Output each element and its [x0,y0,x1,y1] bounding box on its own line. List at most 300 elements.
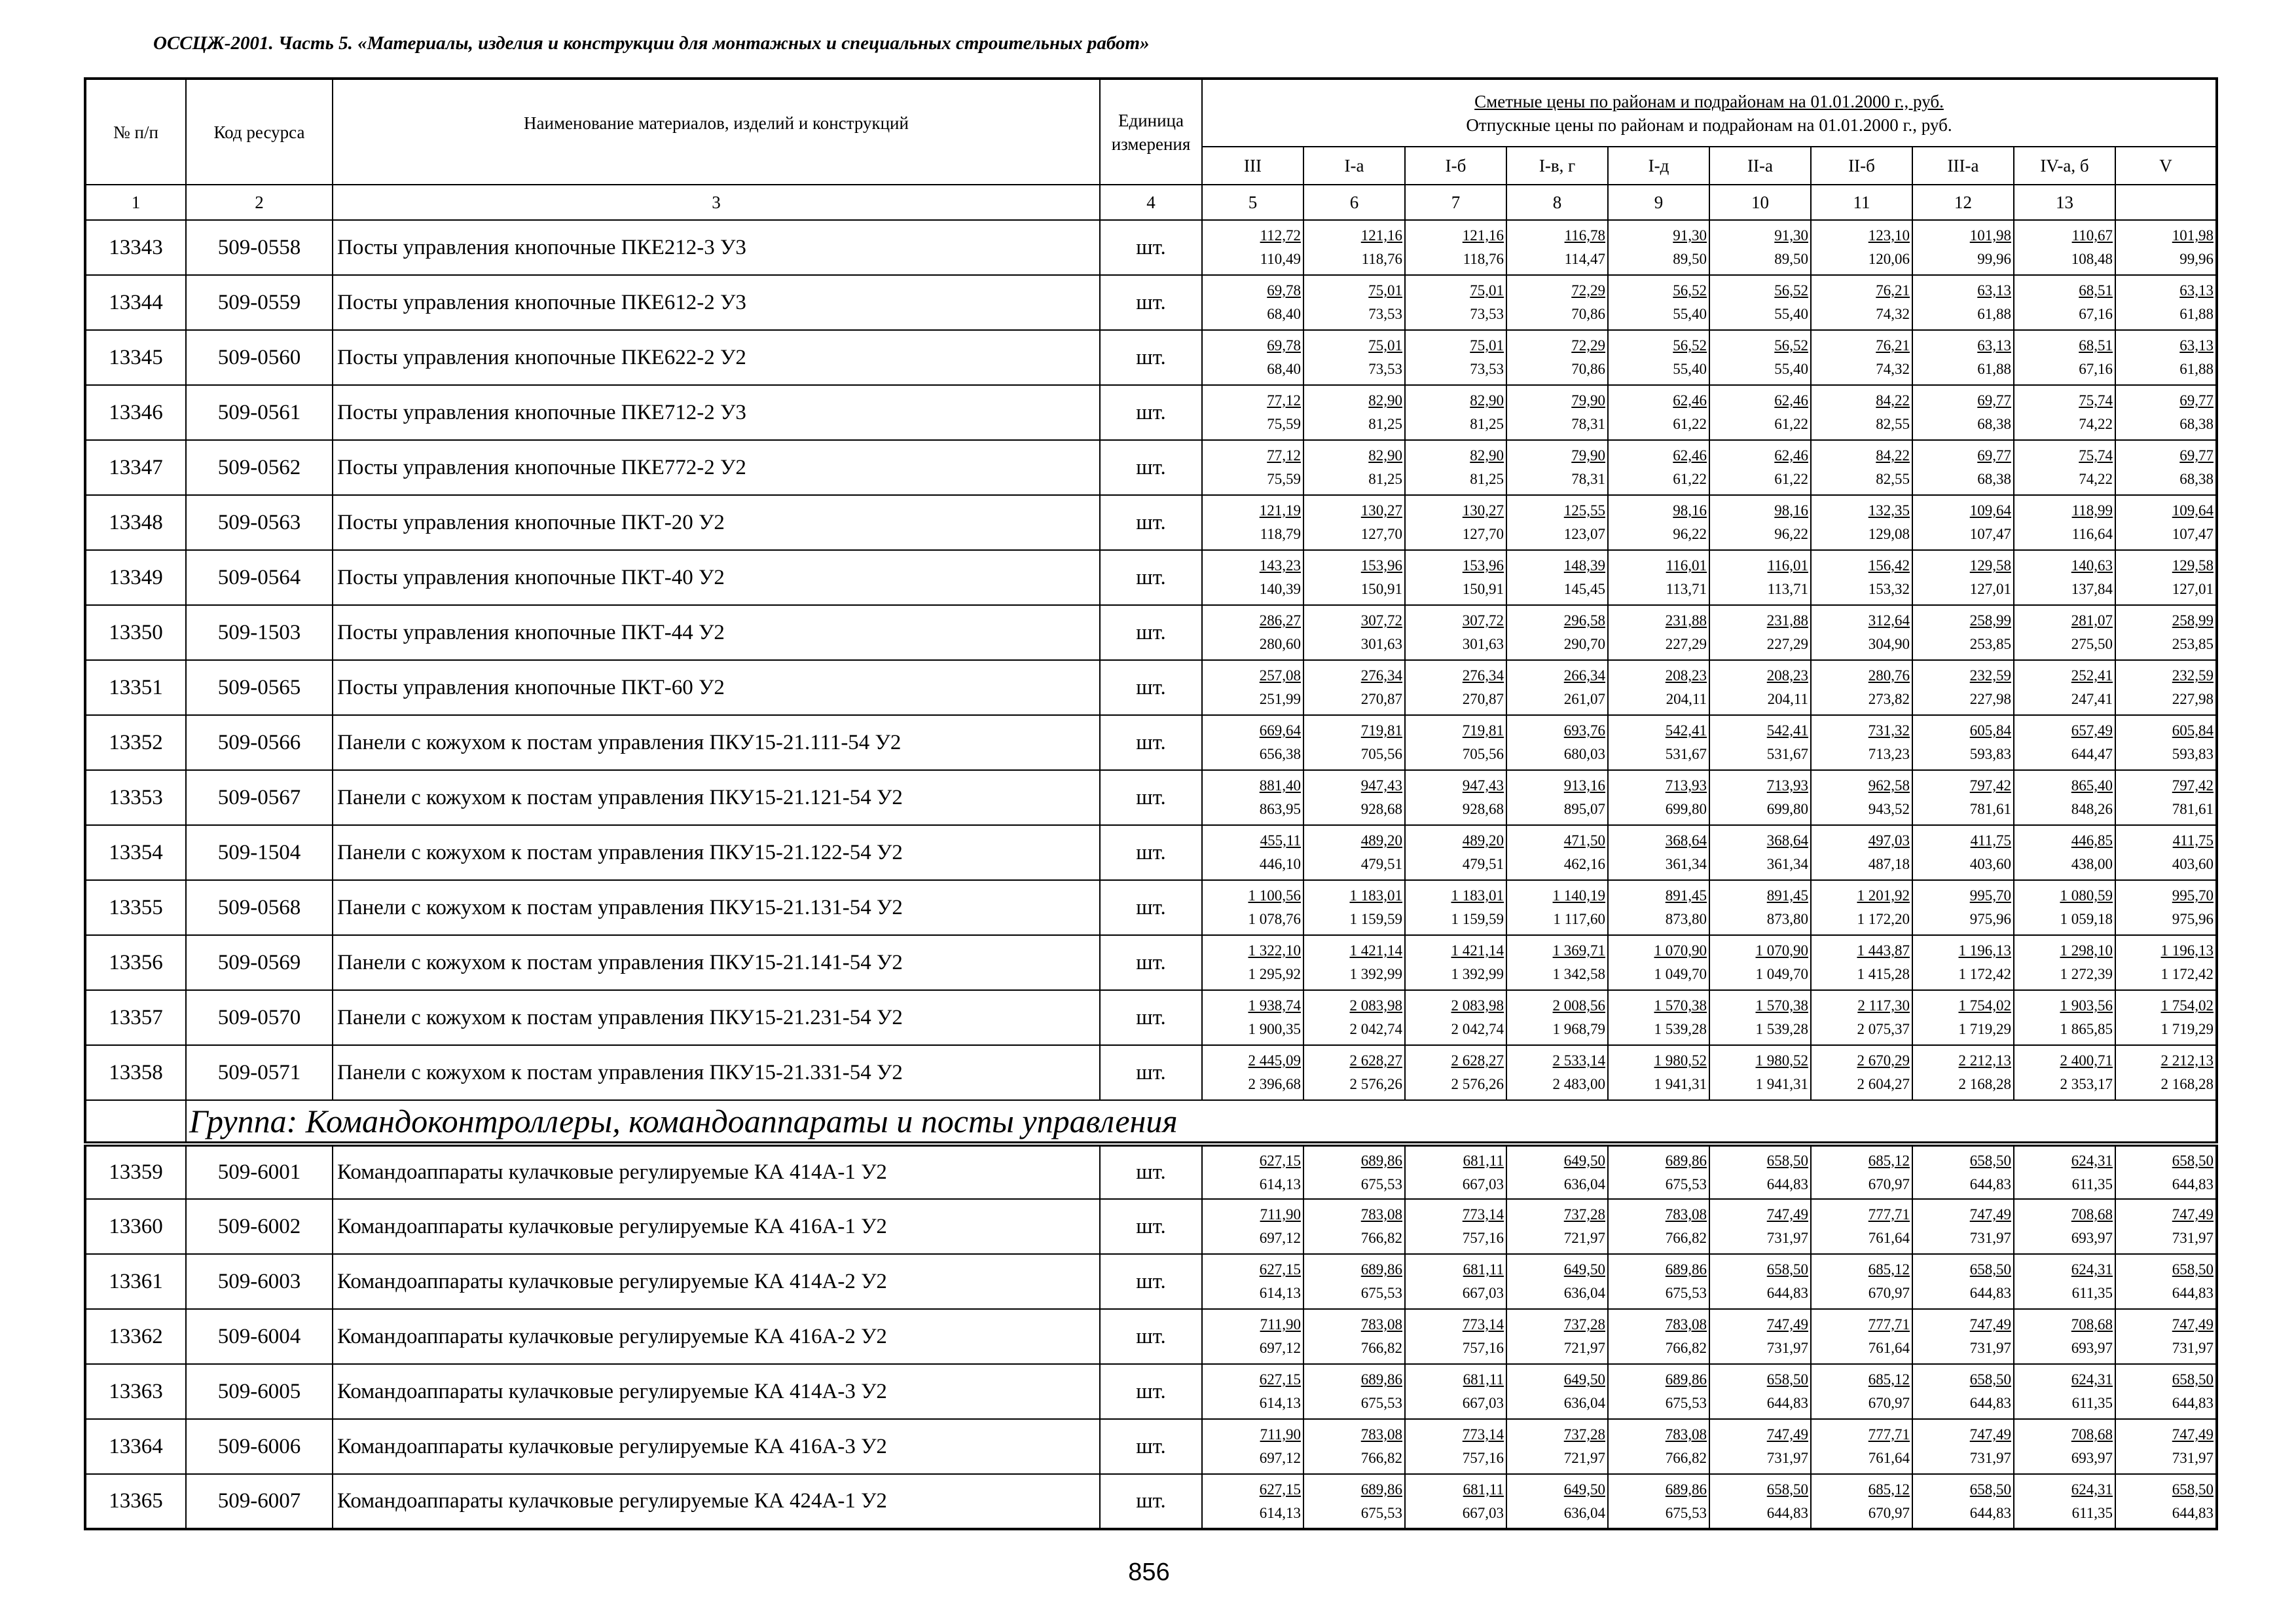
price-cell [1709,1254,1811,1309]
price-cell [1202,385,1303,440]
release-price: 644,83 [2172,1504,2214,1521]
estimated-price: 2 008,56 [1552,997,1605,1014]
estimated-price: 747,49 [1766,1316,1808,1333]
column-number: 7 [1405,185,1506,220]
price-cell [1811,1254,1912,1309]
release-price: 73,53 [1470,361,1504,377]
price-cell [1202,825,1303,880]
row-number: 13365 [85,1474,186,1529]
estimated-price: 446,85 [2071,832,2113,849]
estimated-price: 1 070,90 [1755,942,1808,959]
release-price: 1 159,59 [1349,911,1402,927]
release-price: 107,47 [1969,526,2011,542]
estimated-price: 783,08 [1360,1316,1402,1333]
estimated-price: 132,35 [1868,502,1910,519]
estimated-price: 658,50 [1766,1261,1808,1278]
release-price: 301,63 [1462,636,1504,652]
release-price: 108,48 [2071,251,2113,267]
release-price: 113,71 [1666,581,1707,597]
price-cell [1405,1474,1506,1529]
estimated-price: 258,99 [2172,612,2214,629]
release-price: 81,25 [1470,471,1504,487]
table-row [85,385,2217,440]
price-cell [1303,715,1405,770]
estimated-price: 605,84 [1969,722,2011,739]
price-cell [1202,440,1303,495]
price-cell [1912,330,2014,385]
price-cell [1303,495,1405,550]
estimated-price: 865,40 [2071,777,2113,794]
price-cell [2014,1144,2115,1199]
estimated-price: 75,01 [1368,337,1402,354]
estimated-price: 276,34 [1360,667,1402,684]
release-price: 270,87 [1360,691,1402,707]
release-price: 290,70 [1563,636,1605,652]
release-price: 699,80 [1766,801,1808,817]
estimated-price: 658,50 [1969,1371,2011,1388]
release-price: 873,80 [1665,911,1707,927]
price-cell [1811,1364,1912,1419]
release-price: 301,63 [1360,636,1402,652]
estimated-price: 280,76 [1868,667,1910,684]
table-row [85,660,2217,715]
price-cell [1405,660,1506,715]
unit: шт. [1100,1144,1202,1199]
estimated-price: 69,78 [1267,282,1301,299]
estimated-price: 2 083,98 [1451,997,1504,1014]
price-cell [1202,1309,1303,1364]
release-price: 61,88 [1977,361,2011,377]
estimated-price: 1 754,02 [1958,997,2011,1014]
unit: шт. [1100,880,1202,935]
release-price: 928,68 [1360,801,1402,817]
resource-code: 509-1503 [186,605,333,660]
resource-code: 509-6001 [186,1144,333,1199]
price-cell [2014,495,2115,550]
price-cell [1608,330,1709,385]
row-number: 13363 [85,1364,186,1419]
release-price: 863,95 [1259,801,1301,817]
price-cell [1303,770,1405,825]
price-cell [1506,1045,1608,1100]
price-cell [2014,440,2115,495]
estimated-price: 658,50 [1766,1481,1808,1498]
price-cell [2014,275,2115,330]
estimated-price: 658,50 [2172,1261,2214,1278]
estimated-price: 624,31 [2071,1152,2113,1169]
unit: шт. [1100,660,1202,715]
release-price: 693,97 [2071,1230,2113,1246]
release-price: 699,80 [1665,801,1707,817]
release-price: 96,22 [1673,526,1707,542]
release-price: 1 415,28 [1857,966,1910,982]
release-price: 1 392,99 [1451,966,1504,982]
table-row [85,1254,2217,1309]
price-cell [1202,715,1303,770]
release-price: 975,96 [2172,911,2214,927]
estimated-price: 689,86 [1665,1261,1707,1278]
estimated-price: 1 980,52 [1654,1052,1707,1069]
release-price: 757,16 [1462,1340,1504,1356]
release-price: 721,97 [1563,1450,1605,1466]
estimated-price: 82,90 [1368,392,1402,409]
price-cell [1506,1309,1608,1364]
row-number: 13357 [85,990,186,1045]
header-region: I-б [1405,147,1506,185]
estimated-price: 2 400,71 [2060,1052,2113,1069]
release-price: 123,07 [1563,526,1605,542]
price-cell [1608,440,1709,495]
release-price: 731,97 [2172,1450,2214,1466]
release-price: 55,40 [1673,361,1707,377]
release-price: 61,22 [1774,416,1808,432]
release-price: 251,99 [1259,691,1301,707]
resource-code: 509-0565 [186,660,333,715]
estimated-price: 143,23 [1259,557,1301,574]
material-name: Посты управления кнопочные ПКЕ622-2 У2 [333,330,1100,385]
price-cell [2014,1254,2115,1309]
estimated-price: 2 212,13 [2160,1052,2214,1069]
material-name: Командоаппараты кулачковые регулируемые КА 414А-1 У2 [333,1144,1100,1199]
release-price: 644,47 [2071,746,2113,762]
release-price: 116,64 [2071,526,2113,542]
estimated-price: 63,13 [1977,337,2011,354]
release-price: 1 049,70 [1654,966,1707,982]
price-cell [1303,1199,1405,1254]
release-price: 82,55 [1876,416,1910,432]
estimated-price: 109,64 [1969,502,2011,519]
price-cell [1506,385,1608,440]
material-name: Командоаппараты кулачковые регулируемые КА 414А-3 У2 [333,1364,1100,1419]
release-price: 680,03 [1563,746,1605,762]
table-row [85,1144,2217,1199]
table-row [85,275,2217,330]
release-price: 74,32 [1876,361,1910,377]
resource-code: 509-6007 [186,1474,333,1529]
unit: шт. [1100,550,1202,605]
resource-code: 509-0568 [186,880,333,935]
resource-code: 509-6003 [186,1254,333,1309]
estimated-price: 76,21 [1876,337,1910,354]
price-cell [1608,1144,1709,1199]
release-price: 670,97 [1868,1504,1910,1521]
release-price: 697,12 [1259,1450,1301,1466]
price-cell [2014,770,2115,825]
estimated-price: 1 754,02 [2160,997,2214,1014]
release-price: 693,97 [2071,1340,2113,1356]
estimated-price: 1 140,19 [1552,887,1605,904]
material-name: Командоаппараты кулачковые регулируемые КА 416А-2 У2 [333,1309,1100,1364]
estimated-price: 75,74 [2079,392,2113,409]
estimated-price: 685,12 [1868,1481,1910,1498]
unit: шт. [1100,715,1202,770]
release-price: 667,03 [1462,1175,1504,1192]
price-cell [1811,275,1912,330]
release-price: 118,76 [1463,251,1504,267]
estimated-price: 783,08 [1665,1426,1707,1443]
estimated-price: 708,68 [2071,1206,2113,1223]
unit: шт. [1100,1045,1202,1100]
estimated-price: 658,50 [1969,1152,2011,1169]
release-price: 253,85 [1969,636,2011,652]
group-spacer [85,1100,186,1144]
price-cell [1811,330,1912,385]
estimated-price: 689,86 [1360,1481,1402,1498]
release-price: 403,60 [1969,856,2011,872]
release-price: 761,64 [1868,1340,1910,1356]
release-price: 1 392,99 [1349,966,1402,982]
release-price: 68,38 [1977,471,2011,487]
price-cell [1912,605,2014,660]
price-cell [1202,935,1303,990]
release-price: 140,39 [1259,581,1301,597]
estimated-price: 747,49 [1766,1426,1808,1443]
release-price: 644,83 [1969,1395,2011,1411]
estimated-price: 130,27 [1462,502,1504,519]
release-price: 644,83 [1766,1285,1808,1301]
price-cell [1608,1045,1709,1100]
estimated-price: 708,68 [2071,1316,2113,1333]
material-name: Посты управления кнопочные ПКЕ212-3 У3 [333,220,1100,275]
header-region: V [2115,147,2217,185]
price-cell [1405,825,1506,880]
estimated-price: 153,96 [1360,557,1402,574]
price-cell [2115,275,2217,330]
row-number: 13356 [85,935,186,990]
price-cell [1709,385,1811,440]
price-cell [1405,935,1506,990]
estimated-price: 98,16 [1774,502,1808,519]
release-price: 675,53 [1360,1395,1402,1411]
price-cell [1202,605,1303,660]
release-price: 61,88 [1977,306,2011,322]
row-number: 13345 [85,330,186,385]
release-price: 99,96 [1977,251,2011,267]
release-price: 61,22 [1673,471,1707,487]
price-cell [1709,220,1811,275]
release-price: 74,32 [1876,306,1910,322]
price-cell [1405,605,1506,660]
price-cell [1709,660,1811,715]
release-price: 705,56 [1360,746,1402,762]
estimated-price: 797,42 [2172,777,2214,794]
table-row [85,990,2217,1045]
price-cell [1912,1419,2014,1474]
price-cell [1506,330,1608,385]
release-price: 766,82 [1360,1450,1402,1466]
price-cell [1303,935,1405,990]
release-price: 61,22 [1673,416,1707,432]
estimated-price: 118,99 [2071,502,2113,519]
table-row [85,1419,2217,1474]
estimated-price: 62,46 [1774,447,1808,464]
price-cell [1506,1199,1608,1254]
release-price: 67,16 [2079,306,2113,322]
price-cell [1202,1364,1303,1419]
release-price: 713,23 [1868,746,1910,762]
release-price: 1 295,92 [1248,966,1301,982]
release-price: 2 042,74 [1451,1021,1504,1037]
estimated-price: 84,22 [1876,392,1910,409]
price-cell [2014,660,2115,715]
estimated-price: 747,49 [1969,1206,2011,1223]
estimated-price: 1 183,01 [1349,887,1402,904]
release-price: 81,25 [1368,416,1402,432]
estimated-price: 129,58 [2172,557,2214,574]
price-cell [1303,440,1405,495]
release-price: 766,82 [1665,1450,1707,1466]
release-price: 675,53 [1665,1285,1707,1301]
price-cell [1912,220,2014,275]
price-cell [2115,1309,2217,1364]
release-price: 68,38 [2179,416,2214,432]
price-cell [2115,1419,2217,1474]
price-cell [1303,1419,1405,1474]
release-price: 145,45 [1563,581,1605,597]
release-price: 118,79 [1260,526,1301,542]
price-cell [1506,275,1608,330]
estimated-price: 455,11 [1260,832,1301,849]
estimated-price: 605,84 [2172,722,2214,739]
estimated-price: 2 628,27 [1349,1052,1402,1069]
price-table [84,77,2218,1530]
price-cell [1709,935,1811,990]
release-price: 73,53 [1470,306,1504,322]
estimated-price: 773,14 [1462,1426,1504,1443]
estimated-price: 624,31 [2071,1481,2113,1498]
release-price: 78,31 [1571,471,1605,487]
price-cell [1912,825,2014,880]
estimated-price: 63,13 [2179,337,2214,354]
resource-code: 509-0564 [186,550,333,605]
price-cell [1912,1364,2014,1419]
header-region: III [1202,147,1303,185]
release-price: 1 159,59 [1451,911,1504,927]
price-cell [1912,1474,2014,1529]
unit: шт. [1100,1474,1202,1529]
release-price: 89,50 [1774,251,1808,267]
estimated-price: 232,59 [2172,667,2214,684]
price-cell [1709,605,1811,660]
estimated-price: 2 083,98 [1349,997,1402,1014]
price-cell [1405,1309,1506,1364]
estimated-price: 689,86 [1665,1481,1707,1498]
estimated-price: 116,78 [1564,227,1605,244]
release-price: 667,03 [1462,1285,1504,1301]
release-price: 675,53 [1665,1175,1707,1192]
header-prices [1202,79,2217,147]
material-name: Посты управления кнопочные ПКТ-44 У2 [333,605,1100,660]
estimated-price: 1 938,74 [1248,997,1301,1014]
estimated-price: 1 570,38 [1654,997,1707,1014]
estimated-price: 1 980,52 [1755,1052,1808,1069]
release-price: 781,61 [1969,801,2011,817]
price-cell [1303,1045,1405,1100]
release-price: 68,40 [1267,361,1301,377]
price-cell [2014,990,2115,1045]
release-price: 1 539,28 [1654,1021,1707,1037]
price-cell [1405,220,1506,275]
price-cell [1912,770,2014,825]
release-price: 670,97 [1868,1175,1910,1192]
release-price: 848,26 [2071,801,2113,817]
material-name: Панели с кожухом к постам управления ПКУ15-21.141-54 У2 [333,935,1100,990]
estimated-price: 719,81 [1360,722,1402,739]
release-price: 204,11 [1666,691,1707,707]
estimated-price: 121,19 [1259,502,1301,519]
estimated-price: 68,51 [2079,282,2113,299]
price-cell [1608,605,1709,660]
price-cell [1912,1254,2014,1309]
estimated-price: 112,72 [1260,227,1301,244]
price-cell [1709,440,1811,495]
price-cell [2115,825,2217,880]
estimated-price: 777,71 [1868,1316,1910,1333]
row-number: 13343 [85,220,186,275]
release-price: 611,35 [2071,1285,2113,1301]
price-cell [1709,990,1811,1045]
estimated-price: 121,16 [1360,227,1402,244]
release-price: 280,60 [1259,636,1301,652]
resource-code: 509-0571 [186,1045,333,1100]
release-price: 731,97 [2172,1230,2214,1246]
release-price: 675,53 [1360,1175,1402,1192]
estimated-price: 747,49 [2172,1426,2214,1443]
price-cell [1608,385,1709,440]
price-cell [1912,990,2014,1045]
release-price: 614,13 [1259,1395,1301,1411]
price-cell [1811,385,1912,440]
estimated-price: 689,86 [1665,1371,1707,1388]
resource-code: 509-6002 [186,1199,333,1254]
estimated-price: 69,77 [1977,447,2011,464]
price-cell [1303,1309,1405,1364]
price-cell [1709,1474,1811,1529]
estimated-price: 232,59 [1969,667,2011,684]
column-number-row [85,185,2217,220]
row-number: 13364 [85,1419,186,1474]
material-name: Командоаппараты кулачковые регулируемые КА 416А-1 У2 [333,1199,1100,1254]
estimated-price: 657,49 [2071,722,2113,739]
price-cell [1202,770,1303,825]
price-cell [1506,1419,1608,1474]
release-price: 153,32 [1868,581,1910,597]
estimated-price: 658,50 [2172,1152,2214,1169]
estimated-price: 69,77 [2179,447,2214,464]
price-cell [1709,1144,1811,1199]
price-cell [1912,275,2014,330]
price-cell [1608,220,1709,275]
resource-code: 509-0560 [186,330,333,385]
estimated-price: 411,75 [2172,832,2214,849]
estimated-price: 368,64 [1766,832,1808,849]
table-row [85,1309,2217,1364]
release-price: 731,97 [1969,1450,2011,1466]
estimated-price: 783,08 [1665,1316,1707,1333]
price-cell [1912,1045,2014,1100]
unit: шт. [1100,440,1202,495]
table-row [85,220,2217,275]
estimated-price: 208,23 [1766,667,1808,684]
estimated-price: 1 421,14 [1349,942,1402,959]
price-cell [1709,495,1811,550]
column-number: 5 [1202,185,1303,220]
estimated-price: 471,50 [1563,832,1605,849]
estimated-price: 542,41 [1665,722,1707,739]
release-price: 70,86 [1571,361,1605,377]
release-price: 644,83 [1969,1175,2011,1192]
estimated-price: 658,50 [1969,1261,2011,1278]
